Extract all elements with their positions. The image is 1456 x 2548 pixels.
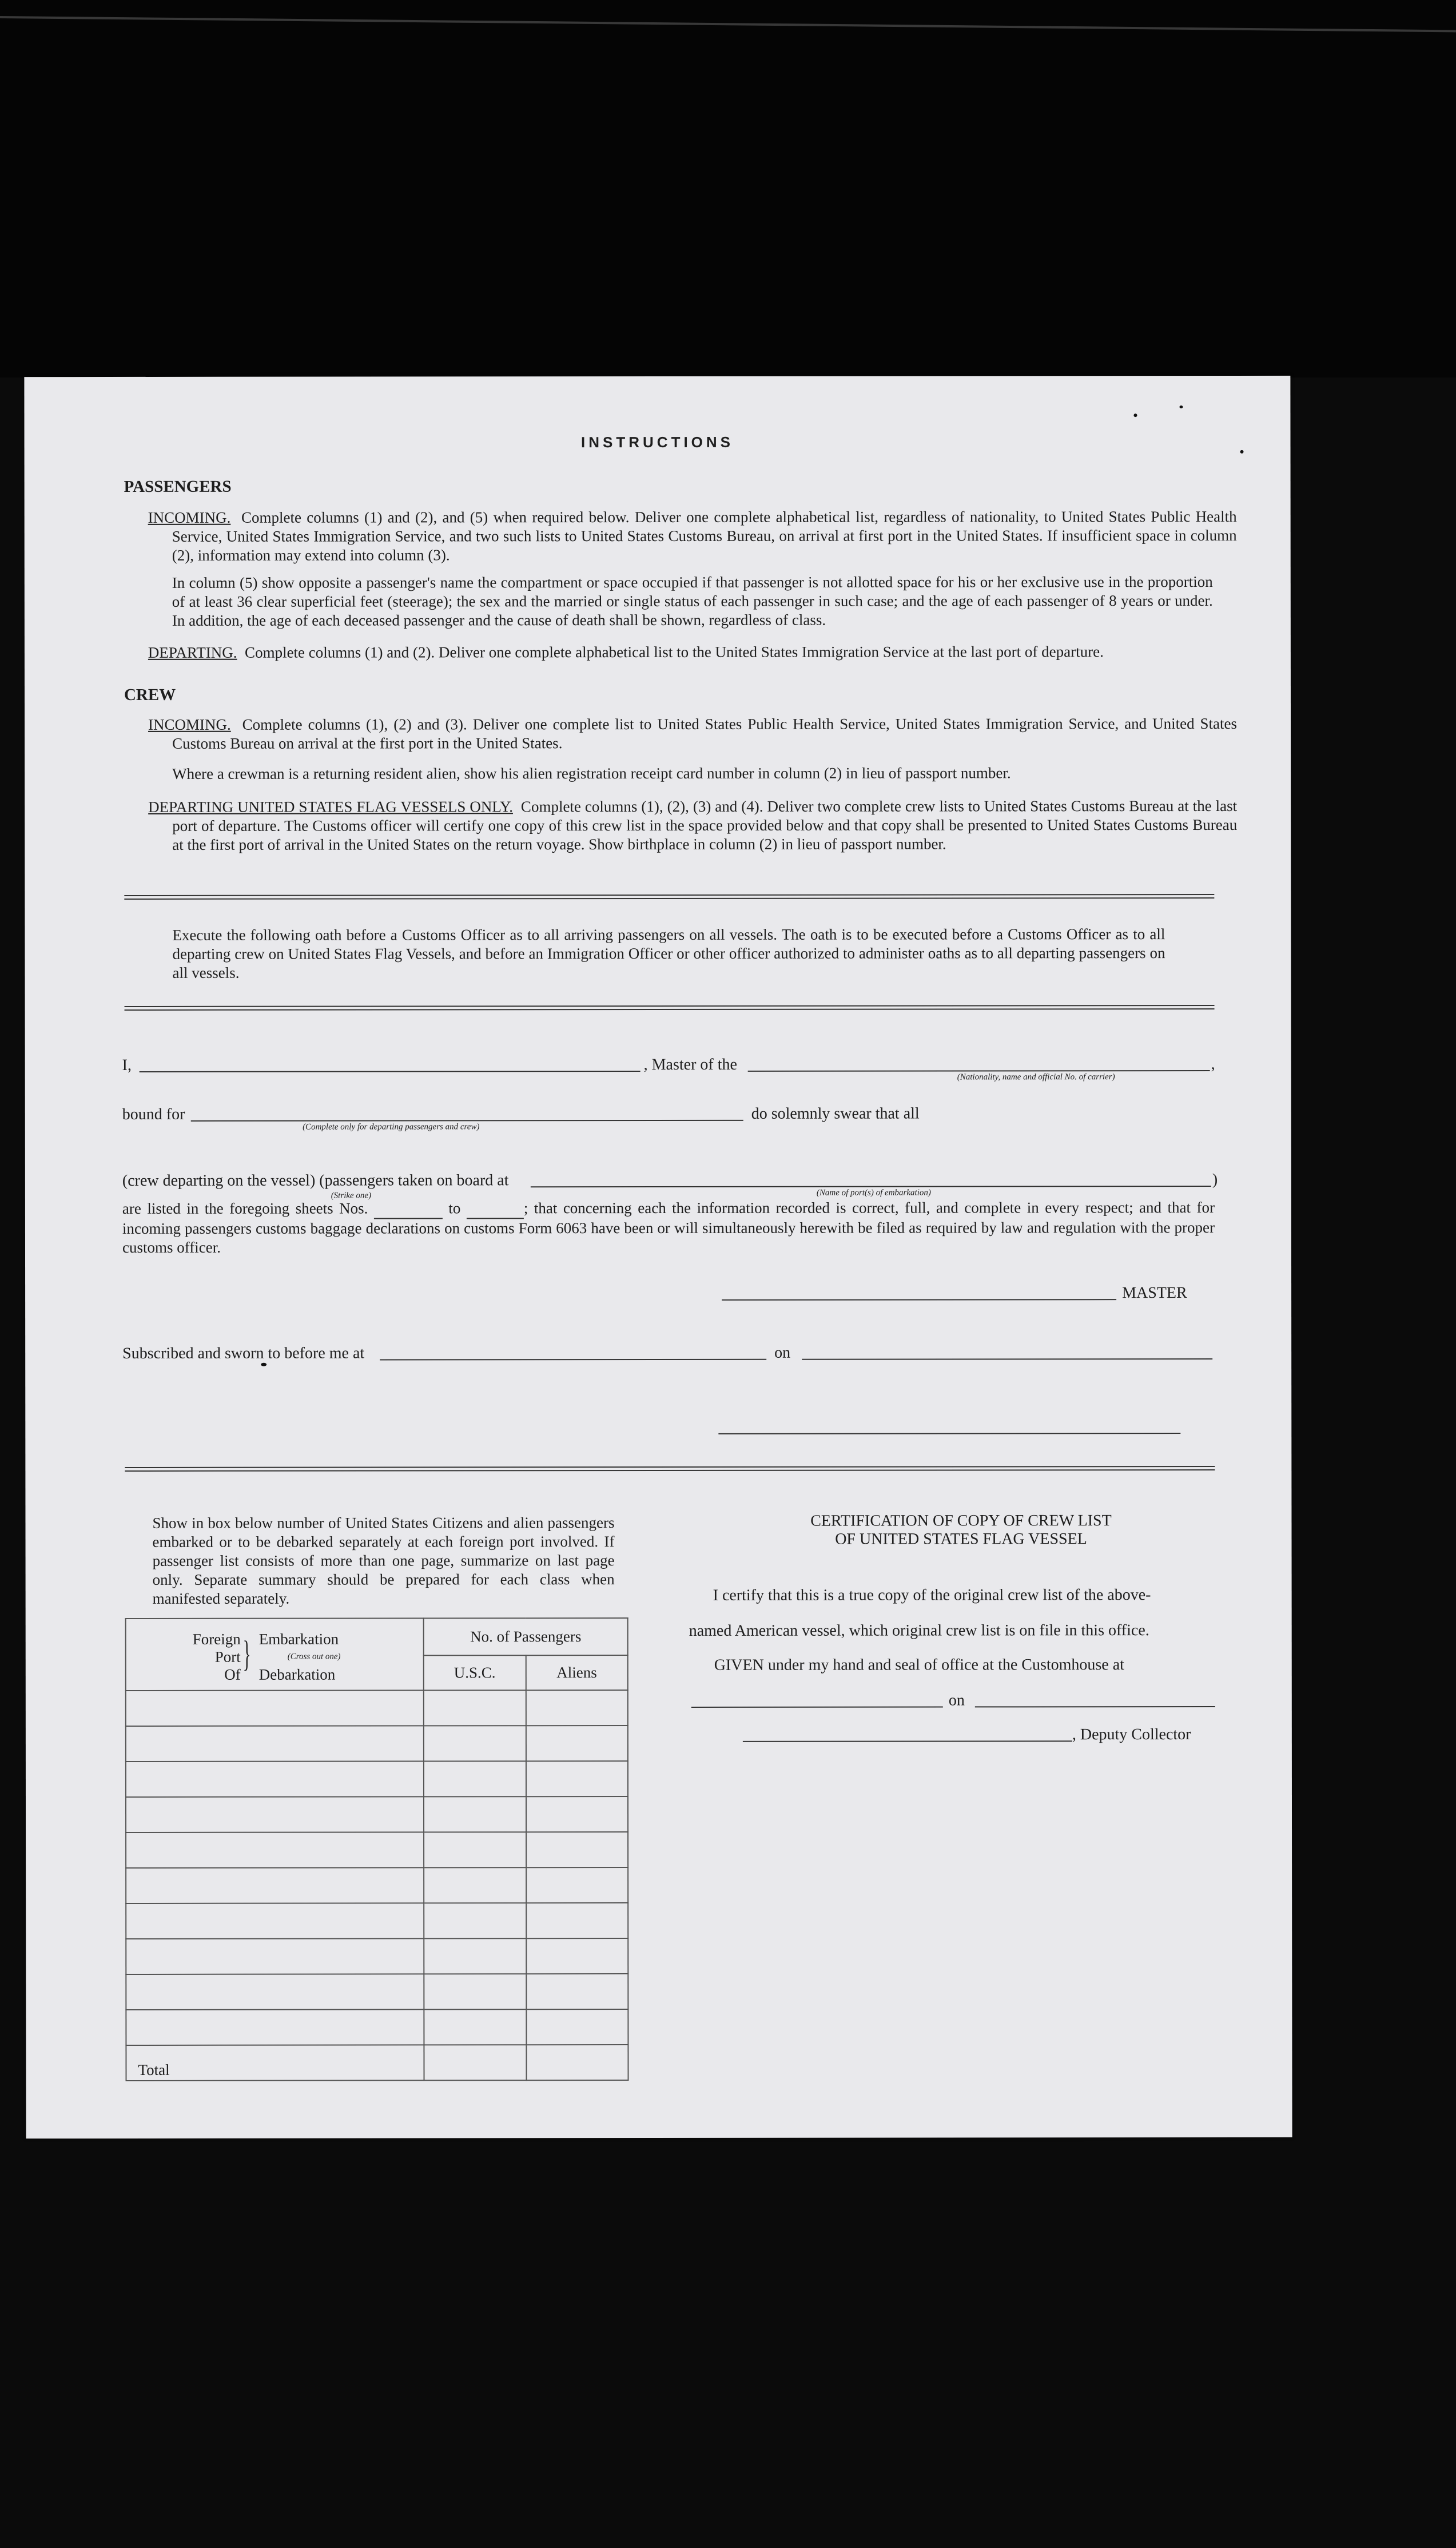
passengers-incoming-paragraph bbox=[148, 507, 1237, 565]
port-cell[interactable] bbox=[126, 2009, 424, 2045]
master-of-label: , Master of the bbox=[643, 1055, 737, 1074]
crew-incoming-lead: INCOMING. bbox=[148, 715, 231, 733]
certification-title-line2: OF UNITED STATES FLAG VESSEL bbox=[835, 1530, 1087, 1548]
passengers-heading: PASSENGERS bbox=[124, 477, 232, 496]
close-paren: ) bbox=[1212, 1170, 1218, 1188]
listed-paragraph bbox=[122, 1198, 1215, 1257]
of-label: Of bbox=[224, 1665, 241, 1683]
crew-heading: CREW bbox=[124, 685, 176, 704]
foreign-label: Foreign bbox=[192, 1630, 241, 1648]
usc-cell[interactable] bbox=[424, 1761, 526, 1796]
port-cell[interactable] bbox=[126, 1903, 424, 1939]
passengers-incoming-lead: INCOMING. bbox=[148, 508, 231, 526]
port-cell[interactable] bbox=[126, 1761, 424, 1797]
table-row bbox=[126, 1761, 628, 1797]
document-page bbox=[24, 376, 1292, 2138]
usc-cell[interactable] bbox=[424, 1690, 526, 1726]
usc-cell[interactable] bbox=[424, 1726, 526, 1761]
certification-text-3: GIVEN under my hand and seal of office at the Customhouse at bbox=[714, 1656, 1124, 1674]
scan-speck bbox=[1179, 406, 1183, 408]
oath-instructions: Execute the following oath before a Customs Officer as to all arriving passengers on all vessels. The oath is to be executed before a Customs Officer as to all departing crew on United States Flag Vessels, and before an Immigration Officer or other officer authorized to administer oaths as to all departing passengers on all vessels. bbox=[172, 925, 1165, 981]
table-row bbox=[126, 1796, 628, 1833]
summary-instructions: Show in box below number of United States Citizens and alien passengers embarked or to be debarked separately at each foreign port involved. If passenger list consists of more than one page, summarize on last page only. Separate summary should be prepared for each class when manifested separately. bbox=[152, 1514, 615, 1607]
bound-for-label: bound for bbox=[122, 1105, 185, 1123]
master-signature-field[interactable] bbox=[722, 1299, 1116, 1301]
port-cell[interactable] bbox=[126, 1974, 424, 2010]
usc-cell[interactable] bbox=[424, 2009, 526, 2045]
bound-for-field[interactable] bbox=[191, 1120, 743, 1122]
deputy-collector-label: , Deputy Collector bbox=[1072, 1726, 1191, 1744]
certification-text-1: I certify that this is a true copy of the original crew list of the above- bbox=[713, 1586, 1151, 1604]
crew-departing-paragraph bbox=[148, 797, 1237, 854]
master-label: MASTER bbox=[1122, 1284, 1187, 1302]
strike-hint: (Strike one) bbox=[331, 1191, 372, 1201]
crew-incoming-paragraph bbox=[148, 714, 1237, 753]
port-label: Port bbox=[214, 1648, 241, 1665]
oath-i-label: I, bbox=[122, 1056, 132, 1074]
embarkation-label: Embarkation bbox=[258, 1630, 339, 1648]
usc-cell[interactable] bbox=[424, 1832, 526, 1867]
aliens-cell[interactable] bbox=[526, 1867, 628, 1903]
port-cell[interactable] bbox=[126, 1690, 424, 1726]
section-divider bbox=[124, 894, 1214, 900]
port-cell[interactable] bbox=[126, 1867, 424, 1903]
table-row bbox=[126, 1867, 628, 1903]
comma: , bbox=[1211, 1055, 1215, 1073]
officer-signature-field[interactable] bbox=[718, 1433, 1180, 1434]
scan-top-background bbox=[0, 0, 1456, 377]
certification-text-2: named American vessel, which original crew list is on file in this office. bbox=[689, 1621, 1149, 1640]
passenger-summary-table bbox=[125, 1617, 629, 2081]
listed-to: to bbox=[448, 1199, 461, 1217]
subscribed-label: Subscribed and sworn to before me at bbox=[122, 1344, 365, 1362]
listed-text-a: are listed in the foregoing sheets Nos. bbox=[122, 1199, 368, 1217]
table-row bbox=[126, 1832, 628, 1868]
total-usc-cell[interactable] bbox=[424, 2045, 526, 2080]
aliens-cell[interactable] bbox=[526, 1796, 628, 1832]
usc-cell[interactable] bbox=[424, 1974, 526, 2009]
table-row bbox=[126, 2009, 628, 2045]
deputy-collector-signature-field[interactable] bbox=[743, 1740, 1072, 1742]
passengers-column5-paragraph: In column (5) show opposite a passenger's name the compartment or space occupied if that passenger is not allotted space for his or her exclusive use in the proportion of at least 36 clear superficial feet (steerage); the sex and the married or single status of each passenger in such case; and the age of each passenger of 8 years or under. In addition, the age of each deceased passenger and the cause of death shall be shown, regardless of class. bbox=[172, 573, 1213, 629]
debarkation-label: Debarkation bbox=[258, 1665, 336, 1683]
table-row bbox=[126, 1938, 628, 1974]
passengers-incoming-text: Complete columns (1) and (2), and (5) when required below. Deliver one complete alphabetical list, regardless of nationality, to United States Public Health Service, United States Immigration Service, and two such lists to United States Customs Bureau, on arrival at first port in the United States. If insufficient space in column (2), information may extend into column (3). bbox=[172, 507, 1237, 564]
port-hint: (Name of port(s) of embarkation) bbox=[816, 1188, 931, 1198]
port-cell[interactable] bbox=[126, 1726, 424, 1762]
aliens-cell[interactable] bbox=[526, 1761, 628, 1796]
scan-speck bbox=[1133, 414, 1137, 417]
passengers-departing-text: Complete columns (1) and (2). Deliver one complete alphabetical list to the United States Immigration Service at the last port of departure. bbox=[245, 643, 1104, 661]
bound-hint: (Complete only for departing passengers and crew) bbox=[303, 1122, 480, 1132]
aliens-cell[interactable] bbox=[526, 1726, 627, 1761]
page-title: INSTRUCTIONS bbox=[580, 433, 734, 451]
aliens-cell[interactable] bbox=[526, 1832, 628, 1867]
table-row bbox=[126, 1690, 628, 1726]
aliens-cell[interactable] bbox=[526, 2009, 628, 2045]
total-aliens-cell[interactable] bbox=[526, 2045, 628, 2080]
previous-page-edge bbox=[0, 16, 1456, 32]
usc-header: U.S.C. bbox=[424, 1655, 526, 1690]
port-cell[interactable] bbox=[126, 1832, 424, 1868]
aliens-cell[interactable] bbox=[526, 1974, 628, 2009]
sheet-from-field[interactable] bbox=[374, 1199, 443, 1219]
aliens-cell[interactable] bbox=[526, 1938, 628, 1974]
table-row bbox=[126, 1903, 628, 1939]
no-passengers-header: No. of Passengers bbox=[424, 1618, 628, 1655]
sworn-date-field[interactable] bbox=[802, 1358, 1212, 1360]
usc-cell[interactable] bbox=[424, 1796, 526, 1832]
aliens-header: Aliens bbox=[526, 1655, 627, 1690]
certification-title bbox=[698, 1512, 1224, 1549]
table-row bbox=[126, 1726, 628, 1762]
crew-resident-paragraph: Where a crewman is a returning resident alien, show his alien registration receipt card number in column (2) in lieu of passport number. bbox=[172, 764, 1011, 782]
section-divider bbox=[125, 1466, 1215, 1472]
certification-title-line1: CERTIFICATION OF COPY OF CREW LIST bbox=[810, 1512, 1112, 1530]
total-label: Total bbox=[126, 2045, 424, 2081]
usc-cell[interactable] bbox=[424, 1903, 526, 1938]
carrier-field[interactable] bbox=[748, 1070, 1210, 1072]
passengers-departing-lead: DEPARTING. bbox=[148, 643, 237, 661]
usc-cell[interactable] bbox=[424, 1867, 526, 1903]
crew-departing-lead: DEPARTING UNITED STATES FLAG VESSELS ONLY. bbox=[148, 798, 513, 816]
aliens-cell[interactable] bbox=[526, 1690, 627, 1726]
port-cell[interactable] bbox=[126, 1796, 424, 1833]
table-row bbox=[126, 1974, 628, 2010]
scan-speck bbox=[1240, 450, 1244, 454]
listed-text-b: ; that concerning each the information recorded is correct, full, and complete in every respect; and that for incoming passengers customs baggage declarations on customs Form 6063 have been or will simultaneously herewith be filed as required by law and regulation with the proper customs officer. bbox=[122, 1198, 1215, 1256]
certification-on-label: on bbox=[948, 1691, 965, 1710]
carrier-hint: (Nationality, name and official No. of carrier) bbox=[957, 1072, 1115, 1082]
sworn-place-field[interactable] bbox=[380, 1359, 766, 1361]
embarkation-port-field[interactable] bbox=[531, 1186, 1211, 1187]
customhouse-field[interactable] bbox=[691, 1706, 943, 1707]
port-header-cell bbox=[126, 1618, 424, 1691]
sheet-to-field[interactable] bbox=[467, 1199, 524, 1219]
scan-speck bbox=[261, 1363, 266, 1366]
passengers-departing-paragraph bbox=[148, 642, 1213, 662]
usc-cell[interactable] bbox=[424, 1938, 526, 1974]
master-name-field[interactable] bbox=[140, 1071, 641, 1072]
section-divider bbox=[125, 1005, 1215, 1011]
crew-departing-text: (crew departing on the vessel) (passengers taken on board at bbox=[122, 1171, 509, 1190]
crew-departing-text: Complete columns (1), (2), (3) and (4). Deliver two complete crew lists to United States Customs Bureau at the last port of departure. The Customs officer will certify one copy of this crew list in the space provided below and that copy shall be presented to United States Customs Bureau at the first port of arrival in the United States on the return voyage. Show birthplace in column (2) in lieu of passport number. bbox=[172, 797, 1238, 853]
cross-out-hint: (Cross out one) bbox=[287, 1652, 341, 1661]
aliens-cell[interactable] bbox=[526, 1903, 628, 1938]
total-row bbox=[126, 2045, 628, 2081]
crew-incoming-text: Complete columns (1), (2) and (3). Deliver one complete list to United States Public Health Service, United States Immigration Service, and United States Customs Bureau on arrival at the first port in the United States. bbox=[172, 714, 1238, 752]
sworn-on-label: on bbox=[774, 1343, 791, 1362]
brace: } bbox=[242, 1633, 251, 1674]
solemnly-text: do solemnly swear that all bbox=[751, 1104, 920, 1123]
port-cell[interactable] bbox=[126, 1938, 424, 1974]
certification-date-field[interactable] bbox=[975, 1706, 1215, 1707]
